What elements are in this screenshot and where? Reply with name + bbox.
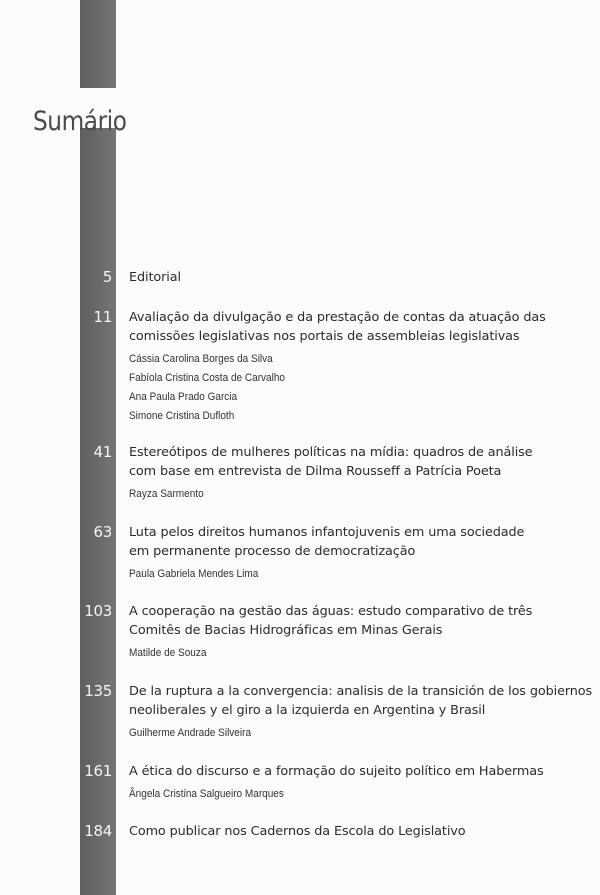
- author-name: Cássia Carolina Borges da Silva: [129, 353, 273, 365]
- author-list: [129, 485, 204, 504]
- entry-title-line: Luta pelos direitos humanos infantojuvenis em uma sociedade: [129, 525, 525, 540]
- page-number: 135: [84, 682, 112, 700]
- entry-title: [129, 523, 525, 561]
- page-number: 41: [93, 443, 112, 461]
- entry-title-line: comissões legislativas nos portais de assembleias legislativas: [129, 329, 520, 344]
- entry-title: [129, 822, 519, 841]
- entry-title-line: Comitês de Bacias Hidrográficas em Minas Gerais: [129, 623, 443, 638]
- entry-title: [129, 762, 544, 781]
- author-name: Ângela Cristina Salgueiro Marques: [129, 788, 284, 800]
- entry-title: [129, 682, 593, 720]
- author-name: Simone Cristina Dufloth: [129, 410, 235, 422]
- entry-title-line: Como publicar nos Cadernos da Escola do Legislativo: [129, 824, 466, 839]
- entry-title: [129, 602, 533, 640]
- entry-title-line: A ética do discurso e a formação do sujeito político em Habermas: [129, 764, 544, 779]
- entry-title-line: Avaliação da divulgação e da prestação de contas da atuação das: [129, 310, 546, 325]
- author-name: Guilherme Andrade Silveira: [129, 727, 252, 739]
- entry-title: [129, 443, 533, 481]
- author-list: [129, 350, 285, 426]
- page-number: 103: [84, 602, 112, 620]
- page-number: 11: [93, 308, 112, 326]
- author-name: Rayza Sarmento: [129, 488, 204, 500]
- page-number: 5: [102, 268, 112, 286]
- author-list: [129, 724, 251, 743]
- author-list: [129, 785, 284, 804]
- entry-title-line: Editorial: [129, 270, 181, 285]
- author-list: [129, 565, 258, 584]
- page-number: 161: [84, 762, 112, 780]
- page-title: Sumário: [33, 106, 127, 138]
- entry-title-line: A cooperação na gestão das águas: estudo comparativo de três: [129, 604, 533, 619]
- page-number: 184: [84, 822, 112, 840]
- entry-title-line: com base em entrevista de Dilma Rousseff a Patrícia Poeta: [129, 464, 502, 479]
- entry-title: [129, 268, 519, 287]
- author-list: [129, 644, 206, 663]
- entry-title-line: Estereótipos de mulheres políticas na mídia: quadros de análise: [129, 445, 533, 460]
- author-name: Fabíola Cristina Costa de Carvalho: [129, 372, 286, 384]
- entry-title-line: neoliberales y el giro a la izquierda en Argentina y Brasil: [129, 703, 486, 718]
- entry-title-line: De la ruptura a la convergencia: analisis de la transición de los gobiernos: [129, 684, 593, 699]
- page-number: 63: [93, 523, 112, 541]
- entry-title: [129, 308, 546, 346]
- author-name: Matilde de Souza: [129, 647, 207, 659]
- author-name: Ana Paula Prado Garcia: [129, 391, 238, 403]
- author-name: Paula Gabriela Mendes Lima: [129, 568, 259, 580]
- entry-title-line: em permanente processo de democratização: [129, 544, 416, 559]
